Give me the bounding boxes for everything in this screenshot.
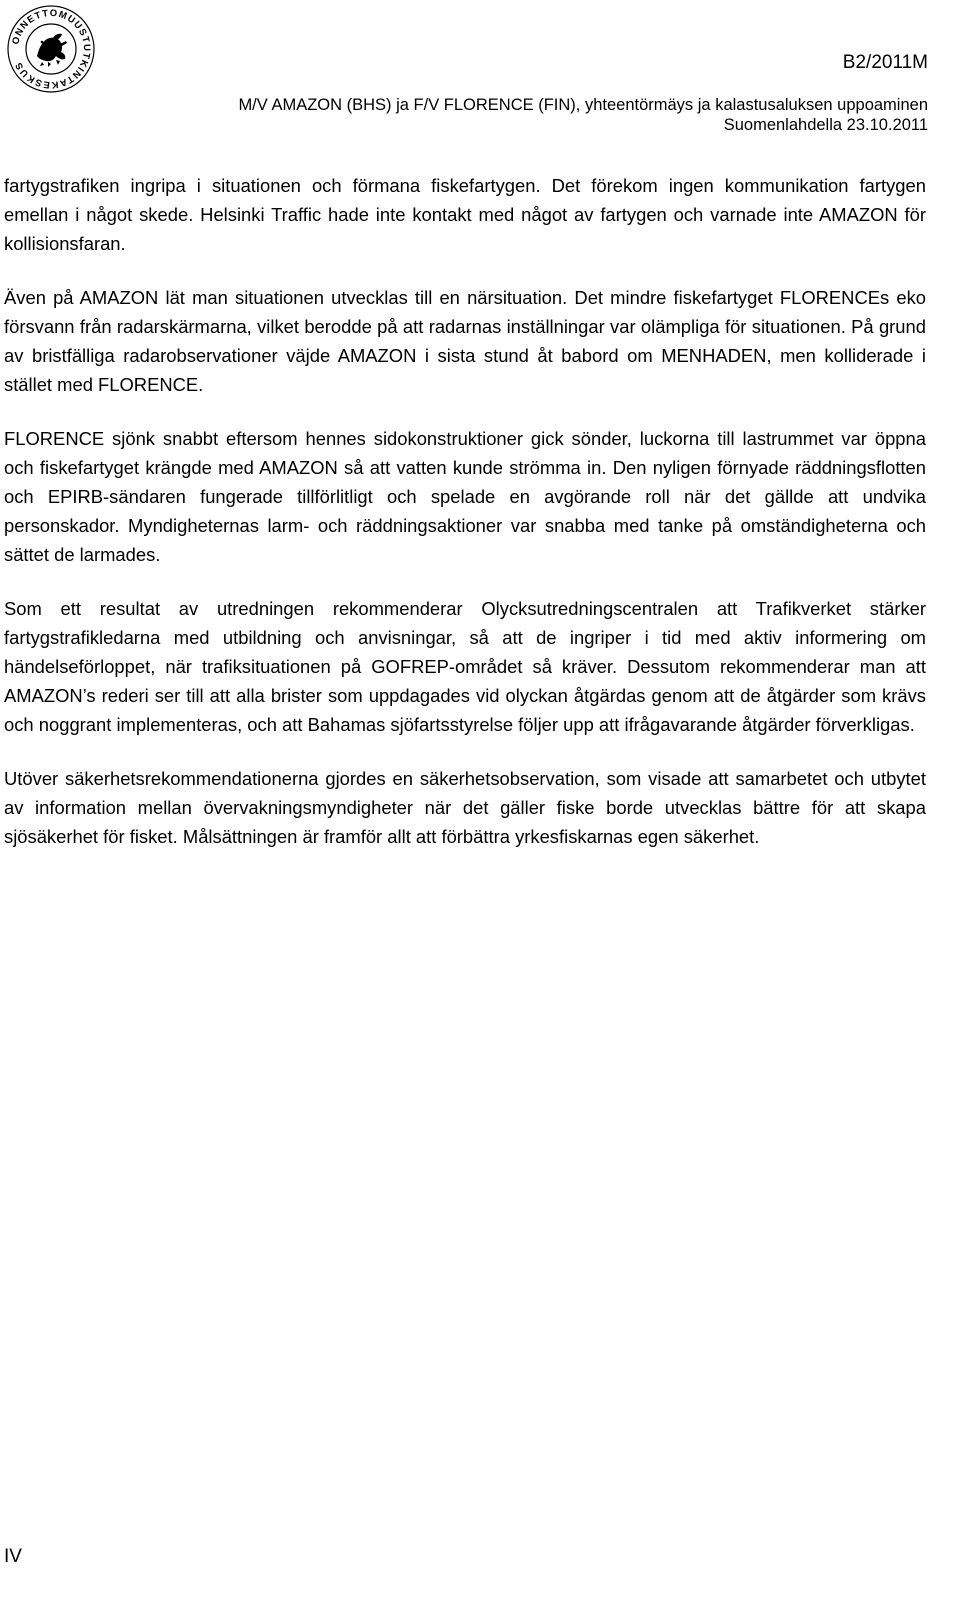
- paragraph-5: Utöver säkerhetsrekommendationerna gjordes en säkerhetsobservation, som visade att samarbetet och utbytet av information mellan övervakningsmyndigheter när det gäller fiske borde utvecklas bättre för att skapa sjösäkerhet för fisket. Målsättningen är framför allt att förbättra yrkesfiskarnas egen säkerhet.: [4, 768, 926, 847]
- page-number: IV: [4, 1546, 22, 1567]
- paragraph-1: fartygstrafiken ingripa i situationen och förmana fiskefartygen. Det förekom ingen kommunikation fartygen emellan i något skede. Helsinki Traffic hade inte kontakt med något av fartygen och varnade inte AMAZON för kollisionsfaran.: [4, 175, 926, 254]
- document-id: B2/2011M: [842, 52, 928, 73]
- paragraph-4: Som ett resultat av utredningen rekommenderar Olycksutredningscentralen att Trafikverket stärker fartygstrafikledarna med utbildning och anvisningar, så att de ingriper i tid med aktiv informering om händelseförloppet, när trafiksituationen på GOFREP-området så kräver. Dessutom rekommenderar man att AMAZON’s rederi ser till att alla brister som uppdagades vid olyckan åtgärdas genom att de åtgärder som krävs och noggrant implementeras, och att Bahamas sjöfartsstyrelse följer upp att ifrågavarande åtgärder förverkligas.: [4, 598, 926, 735]
- paragraph-3: FLORENCE sjönk snabbt eftersom hennes sidokonstruktioner gick sönder, luckorna till lastrummet var öppna och fiskefartyget krängde med AMAZON så att vatten kunde strömma in. Den nyligen förnyade räddningsflotten och EPIRB-sändaren fungerade tillförlitligt och spelade en avgörande roll när det gällde att undvika personskador. Myndigheternas larm- och räddningsaktioner var snabba med tanke på omständigheterna och sättet de larmades.: [4, 428, 926, 565]
- report-body: [4, 171, 926, 876]
- paragraph-2: Även på AMAZON lät man situationen utvecklas till en närsituation. Det mindre fiskefartyget FLORENCEs eko försvann från radarskärmarna, vilket berodde på att radarnas inställningar var olämpliga för situationen. På grund av bristfälliga radarobservationer väjde AMAZON i sista stund åt babord om MENHADEN, men kolliderade i stället med FLORENCE.: [4, 287, 926, 395]
- report-title: M/V AMAZON (BHS) ja F/V FLORENCE (FIN), yhteentörmäys ja kalastusaluksen uppoaminen: [238, 96, 928, 114]
- lion-emblem-icon: [37, 34, 67, 67]
- report-location-date: Suomenlahdella 23.10.2011: [723, 116, 928, 134]
- seal-ring-text: ONNETTOMUUSTUTKINTAKESKUS: [10, 7, 93, 91]
- agency-seal-logo: [6, 4, 96, 94]
